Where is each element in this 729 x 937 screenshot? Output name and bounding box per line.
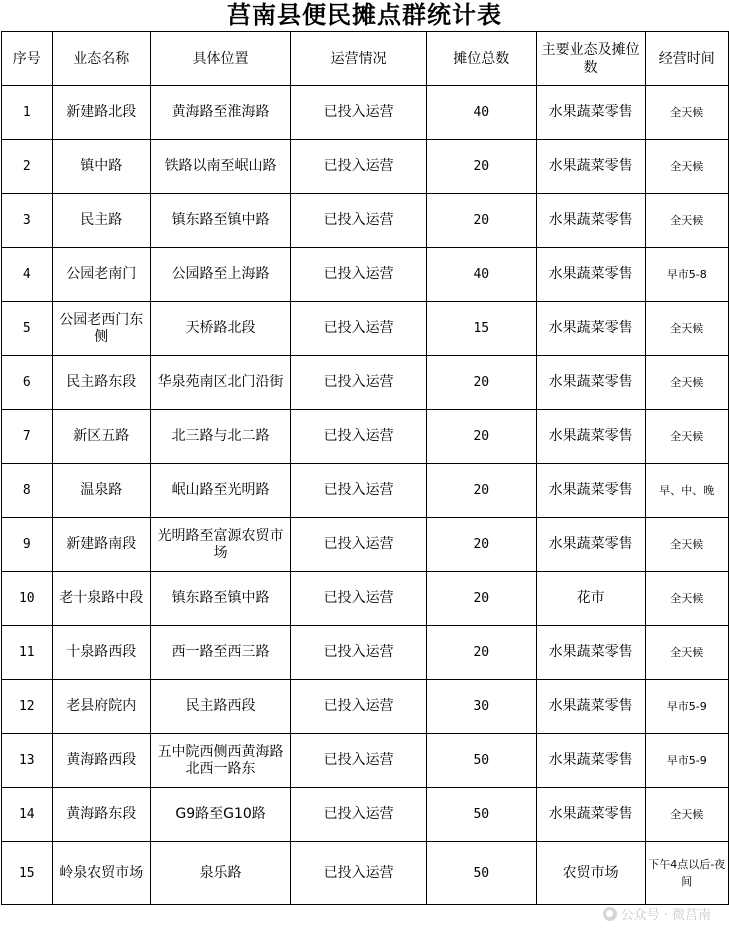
cell-hours: 全天候 [645, 518, 728, 572]
table-row [2, 86, 729, 140]
cell-location: 华泉苑南区北门沿街 [150, 356, 290, 410]
table-header-row [2, 32, 729, 86]
cell-name: 老县府院内 [52, 680, 150, 734]
cell-name: 黄海路东段 [52, 788, 150, 842]
cell-type: 水果蔬菜零售 [536, 410, 645, 464]
cell-location: 镇东路至镇中路 [150, 572, 290, 626]
cell-status: 已投入运营 [291, 464, 427, 518]
cell-name: 黄海路西段 [52, 734, 150, 788]
cell-stalls: 50 [426, 788, 536, 842]
cell-hours: 早市5-9 [645, 680, 728, 734]
table-row [2, 734, 729, 788]
cell-serial: 8 [2, 464, 53, 518]
cell-type: 水果蔬菜零售 [536, 518, 645, 572]
watermark [603, 904, 711, 923]
cell-type: 水果蔬菜零售 [536, 788, 645, 842]
cell-type: 水果蔬菜零售 [536, 140, 645, 194]
cell-status: 已投入运营 [291, 734, 427, 788]
cell-hours: 下午4点以后-夜间 [645, 842, 728, 905]
header-stalls: 摊位总数 [426, 32, 536, 86]
cell-location: 泉乐路 [150, 842, 290, 905]
cell-status: 已投入运营 [291, 680, 427, 734]
cell-stalls: 20 [426, 464, 536, 518]
cell-status: 已投入运营 [291, 356, 427, 410]
cell-serial: 4 [2, 248, 53, 302]
cell-location: 五中院西侧西黄海路北西一路东 [150, 734, 290, 788]
cell-name: 新建路北段 [52, 86, 150, 140]
cell-stalls: 50 [426, 842, 536, 905]
cell-serial: 2 [2, 140, 53, 194]
cell-hours: 全天候 [645, 626, 728, 680]
cell-serial: 15 [2, 842, 53, 905]
table-row [2, 626, 729, 680]
table-row [2, 410, 729, 464]
cell-stalls: 15 [426, 302, 536, 356]
cell-type: 花市 [536, 572, 645, 626]
cell-location: 镇东路至镇中路 [150, 194, 290, 248]
stall-statistics-table [1, 31, 729, 905]
cell-stalls: 20 [426, 140, 536, 194]
cell-hours: 全天候 [645, 302, 728, 356]
table-row [2, 302, 729, 356]
cell-status: 已投入运营 [291, 842, 427, 905]
cell-hours: 全天候 [645, 194, 728, 248]
header-serial: 序号 [2, 32, 53, 86]
cell-serial: 13 [2, 734, 53, 788]
cell-stalls: 20 [426, 194, 536, 248]
cell-status: 已投入运营 [291, 140, 427, 194]
cell-location: 公园路至上海路 [150, 248, 290, 302]
cell-stalls: 40 [426, 86, 536, 140]
cell-type: 水果蔬菜零售 [536, 680, 645, 734]
cell-serial: 1 [2, 86, 53, 140]
cell-status: 已投入运营 [291, 194, 427, 248]
cell-name: 民主路 [52, 194, 150, 248]
table-row [2, 464, 729, 518]
cell-hours: 全天候 [645, 356, 728, 410]
cell-hours: 全天候 [645, 140, 728, 194]
cell-status: 已投入运营 [291, 572, 427, 626]
table-row [2, 248, 729, 302]
cell-name: 镇中路 [52, 140, 150, 194]
cell-status: 已投入运营 [291, 518, 427, 572]
header-status: 运营情况 [291, 32, 427, 86]
wechat-icon: ● [603, 907, 617, 921]
cell-stalls: 30 [426, 680, 536, 734]
cell-location: 光明路至富源农贸市场 [150, 518, 290, 572]
cell-name: 新建路南段 [52, 518, 150, 572]
cell-serial: 14 [2, 788, 53, 842]
cell-location: 岷山路至光明路 [150, 464, 290, 518]
watermark-text: 公众号 · 微莒南 [620, 908, 711, 923]
cell-type: 水果蔬菜零售 [536, 248, 645, 302]
cell-serial: 7 [2, 410, 53, 464]
cell-location: 天桥路北段 [150, 302, 290, 356]
table-row [2, 194, 729, 248]
cell-type: 水果蔬菜零售 [536, 734, 645, 788]
cell-serial: 12 [2, 680, 53, 734]
table-row [2, 356, 729, 410]
table-row [2, 572, 729, 626]
table-row [2, 842, 729, 905]
header-hours: 经营时间 [645, 32, 728, 86]
cell-stalls: 20 [426, 626, 536, 680]
cell-name: 十泉路西段 [52, 626, 150, 680]
table-row [2, 140, 729, 194]
cell-stalls: 20 [426, 410, 536, 464]
header-name: 业态名称 [52, 32, 150, 86]
page-title: 莒南县便民摊点群统计表 [227, 0, 502, 29]
cell-status: 已投入运营 [291, 248, 427, 302]
cell-location: 北三路与北二路 [150, 410, 290, 464]
cell-serial: 5 [2, 302, 53, 356]
cell-status: 已投入运营 [291, 86, 427, 140]
table-row [2, 788, 729, 842]
cell-location: 西一路至西三路 [150, 626, 290, 680]
cell-hours: 全天候 [645, 572, 728, 626]
cell-stalls: 50 [426, 734, 536, 788]
cell-serial: 10 [2, 572, 53, 626]
cell-name: 老十泉路中段 [52, 572, 150, 626]
cell-stalls: 20 [426, 572, 536, 626]
cell-hours: 早、中、晚 [645, 464, 728, 518]
cell-location: 黄海路至淮海路 [150, 86, 290, 140]
cell-name: 公园老南门 [52, 248, 150, 302]
cell-type: 水果蔬菜零售 [536, 626, 645, 680]
cell-serial: 3 [2, 194, 53, 248]
cell-status: 已投入运营 [291, 626, 427, 680]
cell-location: 民主路西段 [150, 680, 290, 734]
cell-type: 水果蔬菜零售 [536, 86, 645, 140]
cell-name: 新区五路 [52, 410, 150, 464]
cell-hours: 全天候 [645, 410, 728, 464]
cell-hours: 早市5-9 [645, 734, 728, 788]
cell-stalls: 20 [426, 356, 536, 410]
cell-name: 岭泉农贸市场 [52, 842, 150, 905]
cell-hours: 全天候 [645, 86, 728, 140]
cell-serial: 11 [2, 626, 53, 680]
cell-hours: 全天候 [645, 788, 728, 842]
cell-type: 水果蔬菜零售 [536, 194, 645, 248]
cell-status: 已投入运营 [291, 302, 427, 356]
cell-name: 温泉路 [52, 464, 150, 518]
cell-name: 民主路东段 [52, 356, 150, 410]
cell-stalls: 40 [426, 248, 536, 302]
cell-name: 公园老西门东侧 [52, 302, 150, 356]
cell-type: 农贸市场 [536, 842, 645, 905]
cell-type: 水果蔬菜零售 [536, 302, 645, 356]
cell-status: 已投入运营 [291, 788, 427, 842]
table-row [2, 518, 729, 572]
table-row [2, 680, 729, 734]
cell-hours: 早市5-8 [645, 248, 728, 302]
header-type: 主要业态及摊位数 [536, 32, 645, 86]
cell-serial: 6 [2, 356, 53, 410]
header-location: 具体位置 [150, 32, 290, 86]
cell-type: 水果蔬菜零售 [536, 356, 645, 410]
cell-location: G9路至G10路 [150, 788, 290, 842]
cell-type: 水果蔬菜零售 [536, 464, 645, 518]
cell-serial: 9 [2, 518, 53, 572]
cell-status: 已投入运营 [291, 410, 427, 464]
cell-location: 铁路以南至岷山路 [150, 140, 290, 194]
cell-stalls: 20 [426, 518, 536, 572]
